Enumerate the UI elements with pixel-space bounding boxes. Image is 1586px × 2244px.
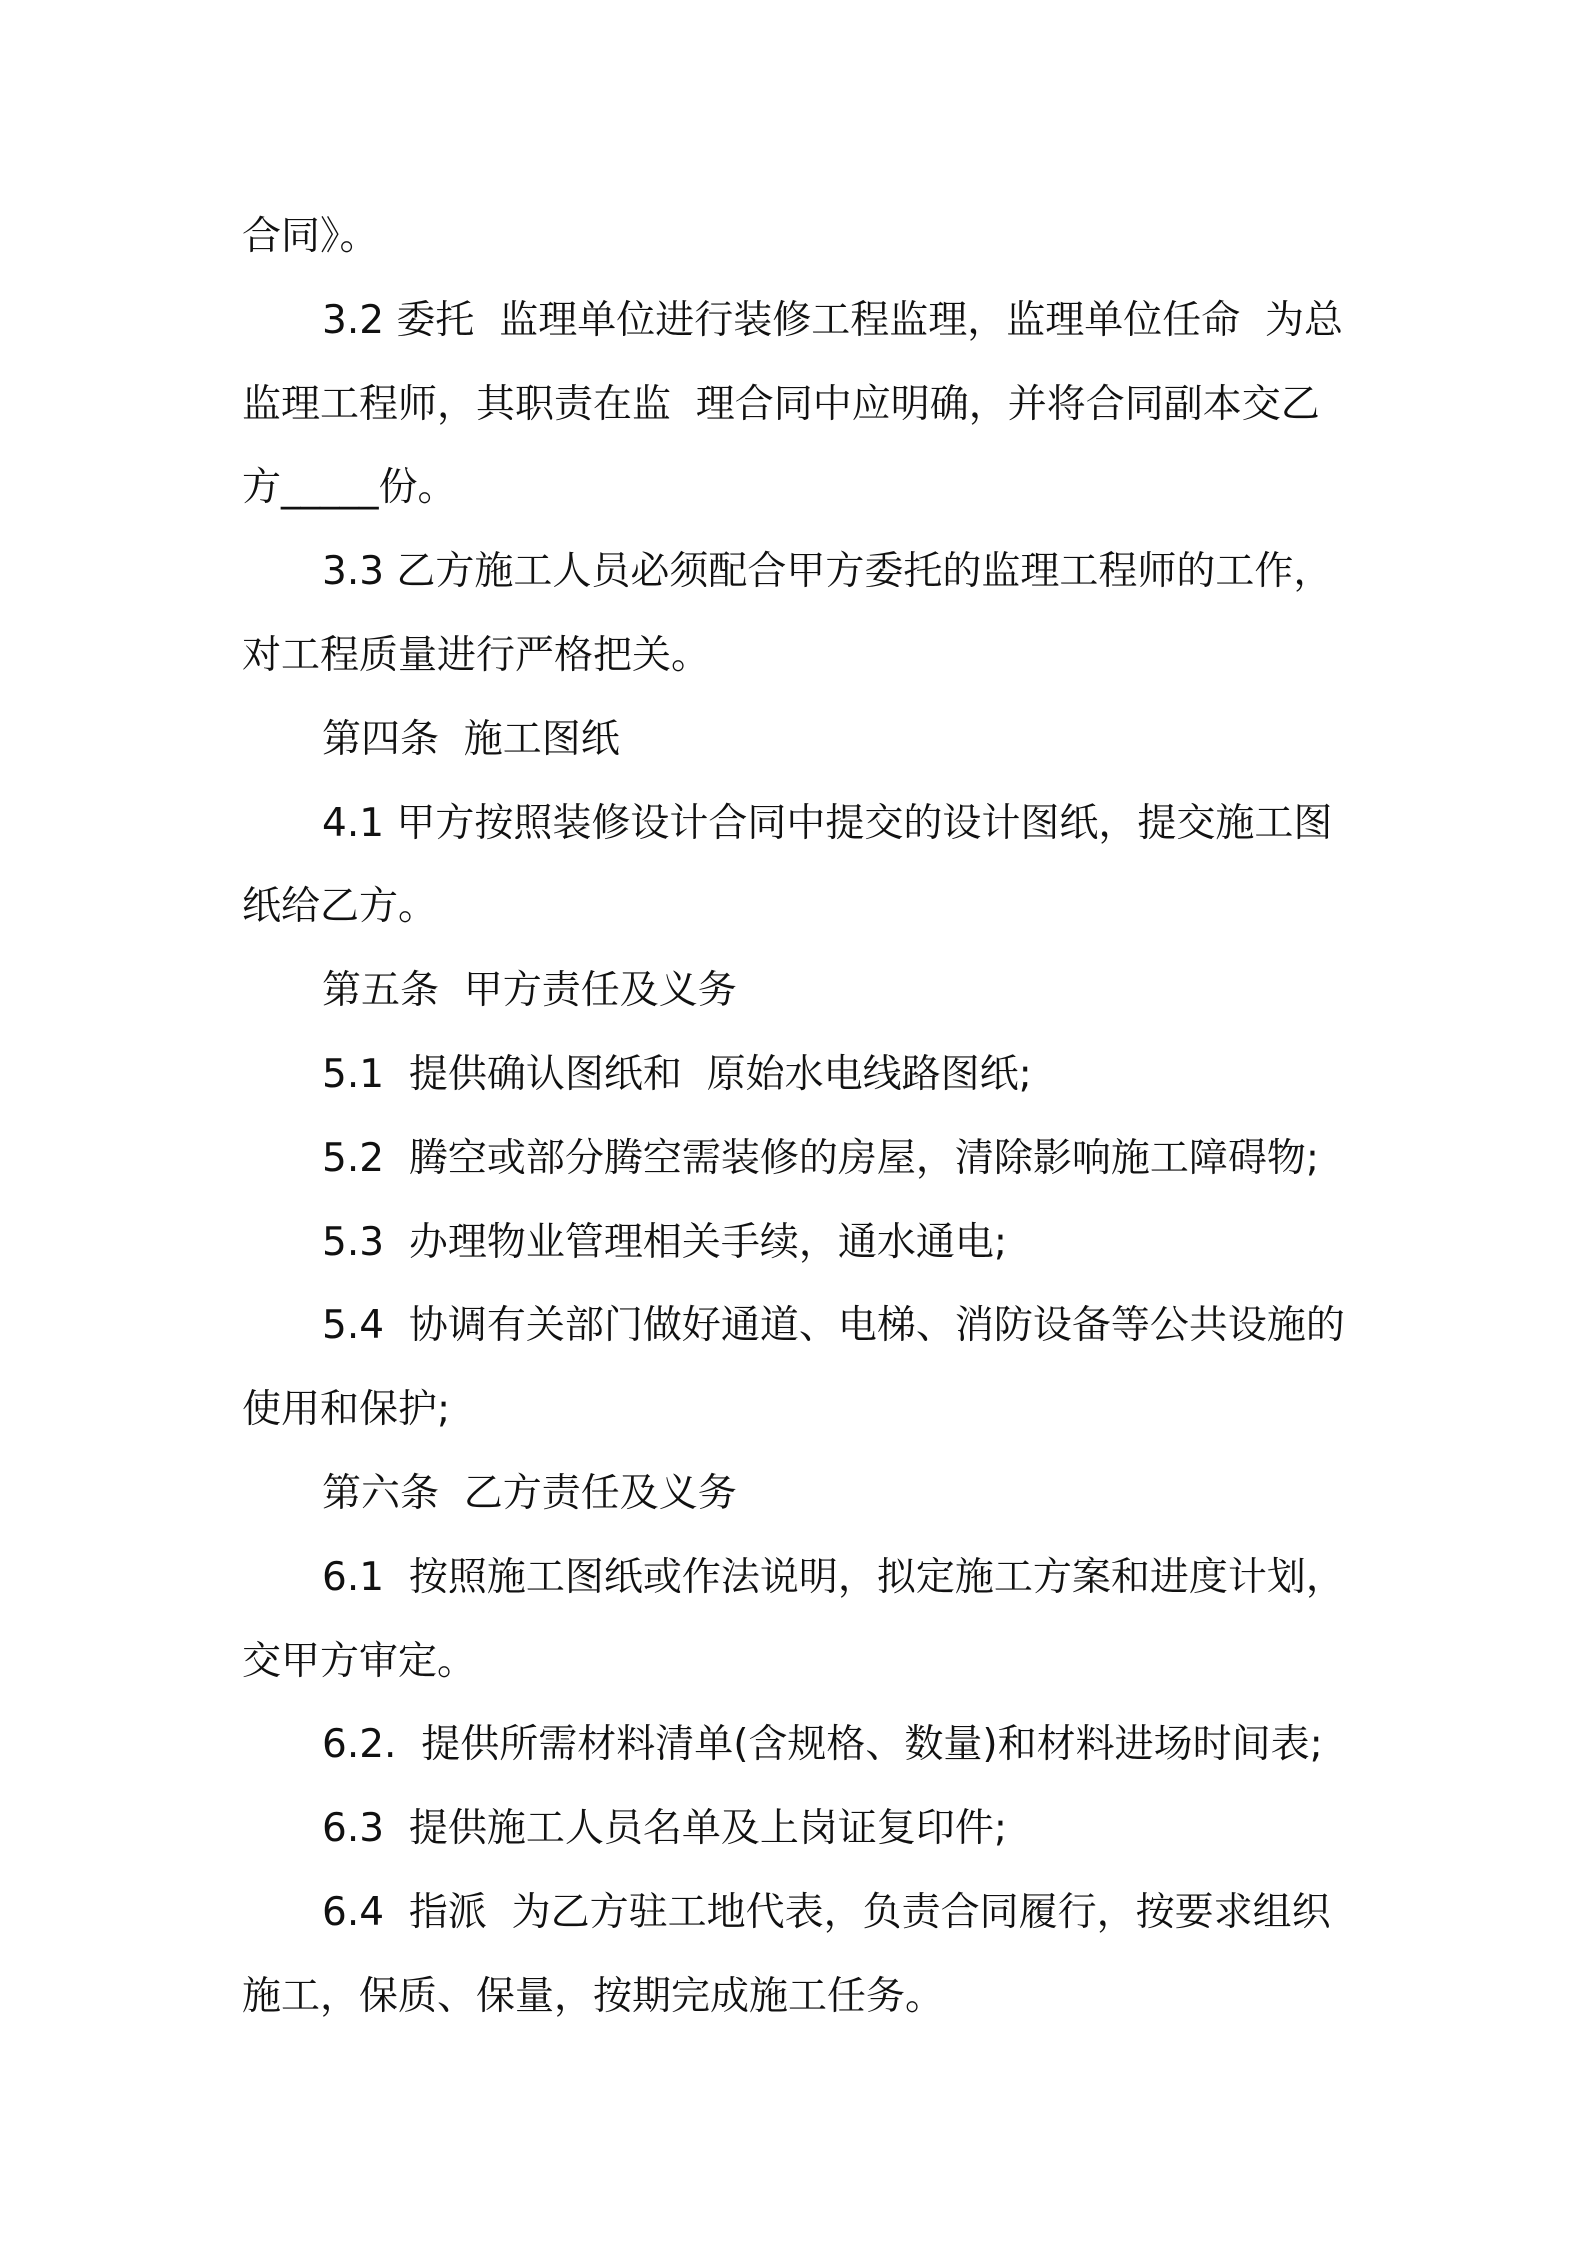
clause-3-2-line-2: 监理工程师，其职责在监 理合同中应明确，并将合同副本交乙: [242, 381, 1320, 427]
contract-text-body: [242, 195, 1362, 2039]
clause-4-1-line-2: 纸给乙方。: [242, 884, 438, 930]
article-5-heading: 第五条 甲方责任及义务: [322, 968, 737, 1014]
clause-6-1-line-2: 交甲方审定。: [242, 1638, 477, 1684]
clause-6-4-line-1: 6.4 指派 为乙方驻工地代表，负责合同履行，按要求组织: [322, 1889, 1331, 1935]
article-4-heading: 第四条 施工图纸: [322, 716, 620, 762]
clause-3-3-line-1: 3.3 乙方施工人员必须配合甲方委托的监理工程师的工作，: [322, 549, 1333, 595]
clause-6-3: 6.3 提供施工人员名单及上岗证复印件;: [322, 1806, 1007, 1852]
clause-5-2: 5.2 腾空或部分腾空需装修的房屋，清除影响施工障碍物;: [322, 1135, 1319, 1181]
clause-5-4-line-2: 使用和保护;: [242, 1387, 451, 1433]
clause-3-2-line-3: 方_____份。: [242, 465, 457, 511]
clause-5-4-line-1: 5.4 协调有关部门做好通道、电梯、消防设备等公共设施的: [322, 1303, 1345, 1349]
clause-6-4-line-2: 施工，保质、保量，按期完成施工任务。: [242, 1973, 945, 2019]
clause-3-3-line-2: 对工程质量进行严格把关。: [242, 632, 711, 678]
text-line-continuation: 合同》。: [242, 214, 379, 259]
clause-5-1: 5.1 提供确认图纸和 原始水电线路图纸;: [322, 1051, 1032, 1097]
article-6-heading: 第六条 乙方责任及义务: [322, 1470, 737, 1516]
clause-6-2: 6.2. 提供所需材料清单(含规格、数量)和材料进场时间表;: [322, 1722, 1323, 1768]
clause-6-1-line-1: 6.1 按照施工图纸或作法说明，拟定施工方案和进度计划，: [322, 1554, 1345, 1600]
clause-3-2-line-1: 3.2 委托 监理单位进行装修工程监理，监理单位任命 为总: [322, 297, 1344, 343]
clause-5-3: 5.3 办理物业管理相关手续，通水通电;: [322, 1219, 1007, 1265]
clause-4-1-line-1: 4.1 甲方按照装修设计合同中提交的设计图纸，提交施工图: [322, 800, 1333, 846]
